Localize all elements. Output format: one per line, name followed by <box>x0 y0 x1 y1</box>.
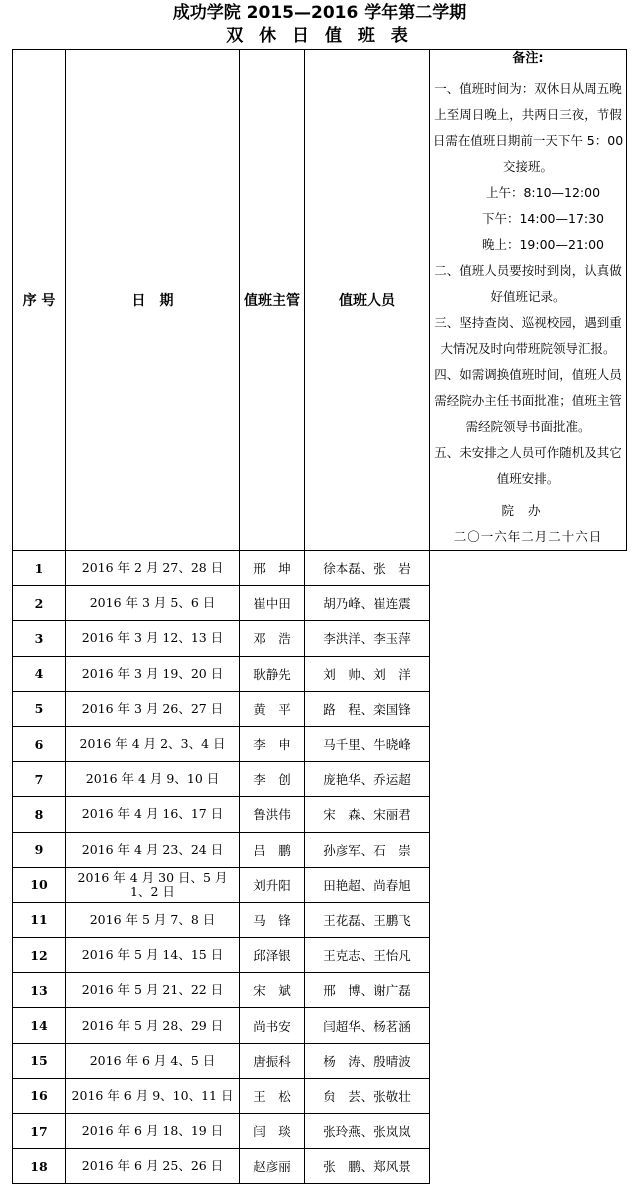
header-supervisor: 值班主管 <box>240 50 305 551</box>
note-item-5: 五、未安排之人员可作随机及其它值班安排。 <box>434 445 622 486</box>
row-staff: 王花磊、王鹏飞 <box>305 902 430 937</box>
row-date: 2016 年 3 月 19、20 日 <box>66 656 240 691</box>
row-date: 2016 年 2 月 27、28 日 <box>66 551 240 586</box>
row-date: 2016 年 5 月 14、15 日 <box>66 938 240 973</box>
row-supervisor: 鲁洪伟 <box>240 797 305 832</box>
row-date: 2016 年 3 月 12、13 日 <box>66 621 240 656</box>
row-number: 13 <box>13 973 66 1008</box>
row-staff: 孙彦军、石 崇 <box>305 832 430 867</box>
table-row <box>13 551 627 586</box>
row-number: 3 <box>13 621 66 656</box>
table-row <box>13 938 627 973</box>
row-supervisor: 唐振科 <box>240 1043 305 1078</box>
note-item-4: 四、如需调换值班时间，值班人员需经院办主任书面批准；值班主管需经院领导书面批准。 <box>434 367 622 434</box>
row-staff: 刘 帅、刘 洋 <box>305 656 430 691</box>
table-row <box>13 973 627 1008</box>
note-item-1: 一、值班时间为：双休日从周五晚上至周日晚上，共两日三夜，节假日需在值班日期前一天下午 5：00 交接班。 <box>432 81 624 174</box>
table-row <box>13 621 627 656</box>
row-staff: 庞艳华、乔运超 <box>305 762 430 797</box>
row-number: 18 <box>13 1149 66 1184</box>
row-staff: 邢 博、谢广磊 <box>305 973 430 1008</box>
row-supervisor: 刘升阳 <box>240 867 305 902</box>
row-date: 2016 年 6 月 25、26 日 <box>66 1149 240 1184</box>
table-title: 双 休 日 值 班 表 <box>226 26 413 46</box>
header-num: 序 号 <box>13 50 66 551</box>
note-item-3: 三、坚持查岗、巡视校园，遇到重大情况及时向带班院领导汇报。 <box>434 315 622 356</box>
row-supervisor: 邱泽银 <box>240 938 305 973</box>
row-supervisor: 耿静先 <box>240 656 305 691</box>
row-supervisor: 李 创 <box>240 762 305 797</box>
row-number: 7 <box>13 762 66 797</box>
row-supervisor: 王 松 <box>240 1078 305 1113</box>
row-date: 2016 年 5 月 7、8 日 <box>66 902 240 937</box>
row-staff: 贠 芸、张敬壮 <box>305 1078 430 1113</box>
table-row <box>13 762 627 797</box>
row-number: 6 <box>13 726 66 761</box>
table-row <box>13 586 627 621</box>
duty-table <box>12 49 627 1184</box>
row-staff: 闫超华、杨茗涵 <box>305 1008 430 1043</box>
row-number: 9 <box>13 832 66 867</box>
row-supervisor: 邢 坤 <box>240 551 305 586</box>
note-time-evening: 晚上：19:00—21:00 <box>481 237 605 252</box>
row-date: 2016 年 4 月 30 日、5 月 1、2 日 <box>66 867 240 902</box>
row-date: 2016 年 4 月 2、3、4 日 <box>66 726 240 761</box>
row-date: 2016 年 4 月 9、10 日 <box>66 762 240 797</box>
row-number: 4 <box>13 656 66 691</box>
row-supervisor: 邓 浩 <box>240 621 305 656</box>
row-number: 8 <box>13 797 66 832</box>
row-staff: 杨 涛、殷晴波 <box>305 1043 430 1078</box>
table-row <box>13 691 627 726</box>
note-time-morning: 上午：8:10—12:00 <box>485 185 601 200</box>
table-row <box>13 656 627 691</box>
row-number: 5 <box>13 691 66 726</box>
row-date: 2016 年 3 月 26、27 日 <box>66 691 240 726</box>
row-number: 16 <box>13 1078 66 1113</box>
row-number: 10 <box>13 867 66 902</box>
row-date: 2016 年 5 月 21、22 日 <box>66 973 240 1008</box>
row-staff: 胡乃峰、崔连震 <box>305 586 430 621</box>
table-row <box>13 1078 627 1113</box>
row-date: 2016 年 4 月 23、24 日 <box>66 832 240 867</box>
row-number: 2 <box>13 586 66 621</box>
table-row <box>13 902 627 937</box>
row-supervisor: 马 锋 <box>240 902 305 937</box>
row-supervisor: 吕 鹏 <box>240 832 305 867</box>
header-staff: 值班人员 <box>305 50 430 551</box>
row-staff: 张 鹏、郑风景 <box>305 1149 430 1184</box>
table-row <box>13 726 627 761</box>
row-number: 17 <box>13 1114 66 1149</box>
row-date: 2016 年 6 月 9、10、11 日 <box>66 1078 240 1113</box>
row-date: 2016 年 6 月 18、19 日 <box>66 1114 240 1149</box>
row-staff: 张玲燕、张岚岚 <box>305 1114 430 1149</box>
table-row <box>13 797 627 832</box>
table-header-row <box>13 50 627 551</box>
issuing-office: 院办 <box>501 503 555 518</box>
row-supervisor: 宋 斌 <box>240 973 305 1008</box>
row-supervisor: 李 申 <box>240 726 305 761</box>
row-number: 12 <box>13 938 66 973</box>
table-row <box>13 832 627 867</box>
row-date: 2016 年 5 月 28、29 日 <box>66 1008 240 1043</box>
row-supervisor: 闫 琰 <box>240 1114 305 1149</box>
issue-date: 二〇一六年二月二十六日 <box>453 529 603 544</box>
table-row <box>13 1149 627 1184</box>
row-staff: 田艳超、尚春旭 <box>305 867 430 902</box>
row-staff: 王克志、王怡凡 <box>305 938 430 973</box>
table-row <box>13 1114 627 1149</box>
row-staff: 宋 森、宋丽君 <box>305 797 430 832</box>
row-supervisor: 黄 平 <box>240 691 305 726</box>
table-row <box>13 1008 627 1043</box>
row-number: 15 <box>13 1043 66 1078</box>
row-supervisor: 崔中田 <box>240 586 305 621</box>
row-staff: 路 程、栾国锋 <box>305 691 430 726</box>
row-number: 14 <box>13 1008 66 1043</box>
table-row <box>13 1043 627 1078</box>
row-date: 2016 年 4 月 16、17 日 <box>66 797 240 832</box>
note-item-2: 二、值班人员要按时到岗，认真做好值班记录。 <box>434 263 622 304</box>
header-date: 日 期 <box>66 50 240 551</box>
row-staff: 马千里、牛晓峰 <box>305 726 430 761</box>
row-date: 2016 年 6 月 4、5 日 <box>66 1043 240 1078</box>
notes-title: 备注: <box>512 51 544 66</box>
row-number: 11 <box>13 902 66 937</box>
table-row <box>13 867 627 902</box>
row-date: 2016 年 3 月 5、6 日 <box>66 586 240 621</box>
note-time-afternoon: 下午：14:00—17:30 <box>481 211 605 226</box>
document-title: 成功学院 2015—2016 学年第二学期 <box>172 3 467 23</box>
row-supervisor: 赵彦丽 <box>240 1149 305 1184</box>
notes-panel <box>430 50 627 551</box>
row-staff: 李洪洋、李玉萍 <box>305 621 430 656</box>
row-supervisor: 尚书安 <box>240 1008 305 1043</box>
row-staff: 徐本磊、张 岩 <box>305 551 430 586</box>
row-number: 1 <box>13 551 66 586</box>
